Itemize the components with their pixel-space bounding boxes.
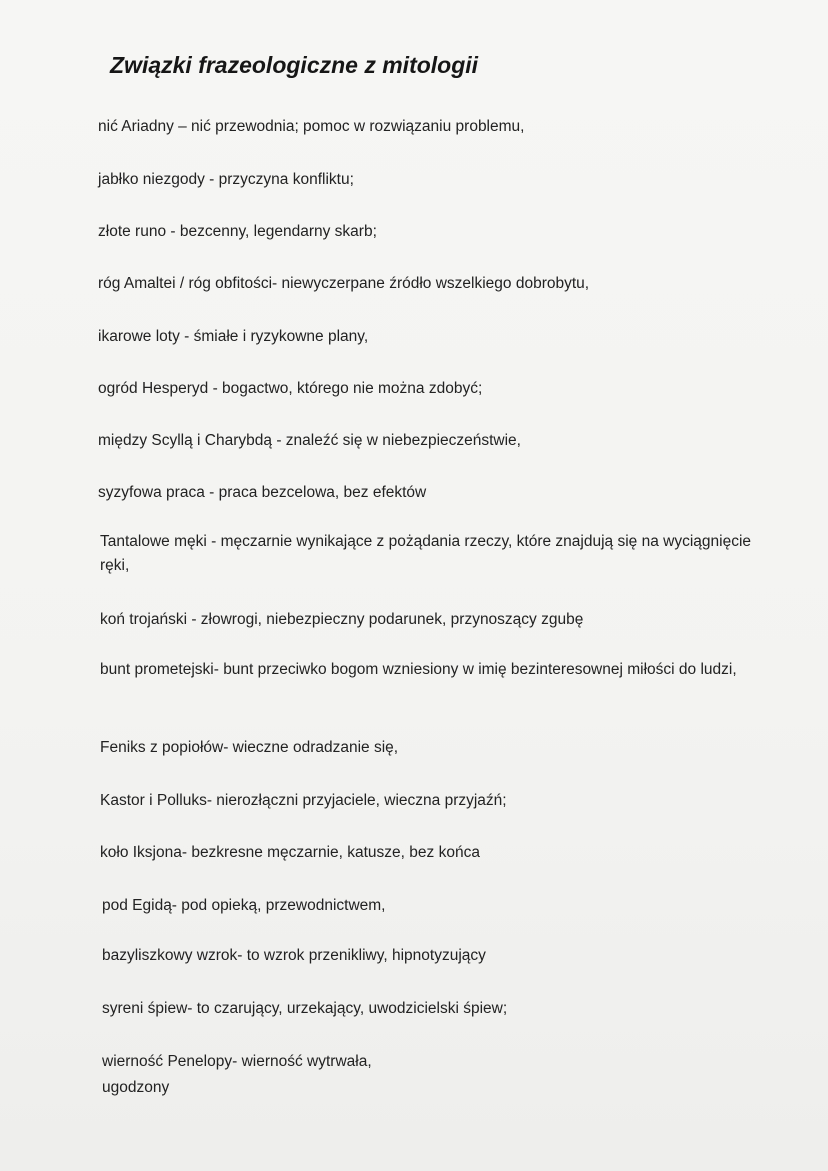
entry-ogrod-hesperyd: ogród Hesperyd - bogactwo, którego nie można zdobyć; <box>98 380 483 397</box>
entry-bazyliszkowy-wzrok: bazyliszkowy wzrok- to wzrok przenikliwy, hipnotyzujący <box>102 947 486 964</box>
entry-zlote-runo: złote runo - bezcenny, legendarny skarb; <box>98 223 377 240</box>
entry-ikarowe-loty: ikarowe loty - śmiałe i ryzykowne plany, <box>98 328 369 345</box>
entry-kolo-iksjona: koło Iksjona- bezkresne męczarnie, katusze, bez końca <box>100 844 480 861</box>
entry-scylla-charybda: między Scyllą i Charybdą - znaleźć się w niebezpieczeństwie, <box>98 432 521 449</box>
entry-kastor-polluks: Kastor i Polluks- nierozłączni przyjaciele, wieczna przyjaźń; <box>100 792 507 809</box>
entry-jablko-niezgody: jabłko niezgody - przyczyna konfliktu; <box>98 171 354 188</box>
entry-tantalowe-meki: Tantalowe męki - męczarnie wynikające z pożądania rzeczy, które znajdują się na wyciągnięcie ręki, <box>100 533 752 574</box>
entry-rog-amaltei: róg Amaltei / róg obfitości- niewyczerpane źródło wszelkiego dobrobytu, <box>98 275 590 292</box>
entry-syzyfowa-praca: syzyfowa praca - praca bezcelowa, bez efektów <box>98 484 427 501</box>
entry-feniks: Feniks z popiołów- wieczne odradzanie się, <box>100 739 399 756</box>
entry-nic-ariadny: nić Ariadny – nić przewodnia; pomoc w rozwiązaniu problemu, <box>98 118 525 135</box>
entry-ugodzony: ugodzony <box>102 1079 170 1096</box>
page-title: Związki frazeologiczne z mitologii <box>110 52 479 78</box>
entry-pod-egida: pod Egidą- pod opieką, przewodnictwem, <box>102 897 386 914</box>
entry-kon-trojanski: koń trojański - złowrogi, niebezpieczny podarunek, przynoszący zgubę <box>100 611 584 628</box>
entry-syreni-spiew: syreni śpiew- to czarujący, urzekający, uwodzicielski śpiew; <box>102 1000 508 1017</box>
entry-bunt-prometejski: bunt prometejski- bunt przeciwko bogom wzniesiony w imię bezinteresownej miłości do ludzi, <box>100 661 737 678</box>
entry-wiernosc-penelopy: wierność Penelopy- wierność wytrwała, <box>102 1053 372 1070</box>
